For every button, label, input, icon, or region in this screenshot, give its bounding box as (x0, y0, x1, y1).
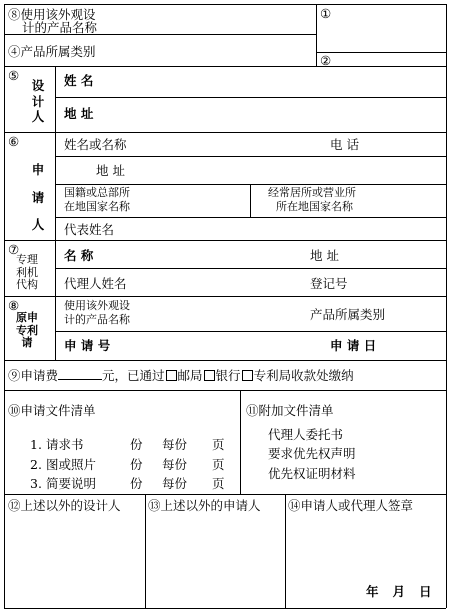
representative-name-label: 代表姓名 (64, 222, 115, 237)
attachment-item-2: 要求优先权声明 (268, 446, 356, 461)
section-number-3 (8, 7, 19, 22)
field-number-1: ① (320, 6, 332, 21)
designer-name-label: 姓 名 (64, 73, 94, 88)
application-date-label: 申 请 日 (330, 338, 377, 353)
nationality-label-line1: 国籍或总部所 (64, 186, 130, 199)
residence-label-line2: 所在地国家名称 (276, 200, 353, 213)
agency-name-label: 名 称 (64, 248, 94, 263)
residence-label-line1: 经常居所或营业所 (268, 186, 356, 199)
agency-side-label: 专理利机代构 (16, 253, 38, 292)
section-number-8: ⑧ (8, 298, 20, 313)
bank-checkbox[interactable] (204, 370, 215, 381)
post-office-checkbox[interactable] (166, 370, 177, 381)
other-designers-label: ⑫上述以外的设计人 (8, 498, 121, 513)
fee-amount-blank[interactable] (58, 369, 102, 380)
original-application-side-label: 原申专利请 (16, 311, 38, 350)
agent-name-label: 代理人姓名 (64, 276, 127, 291)
original-product-label-line1: 使用该外观设 (64, 299, 130, 312)
section-number-6: ⑥ (8, 134, 20, 149)
product-name-label-line1: ⑧使用该外观设 (8, 7, 96, 22)
documents-list-title: ⑩申请文件清单 (8, 403, 96, 418)
patent-office-checkbox[interactable] (242, 370, 253, 381)
signature-label: ⑭申请人或代理人签章 (288, 498, 414, 513)
section-number-5: ⑤ (8, 68, 20, 83)
document-item-1: 1. 请求书 份 每份 页 (30, 437, 225, 452)
designer-address-label: 地 址 (64, 106, 94, 121)
applicant-side-label: 申请人 (31, 162, 45, 232)
applicant-phone-label: 电 话 (330, 137, 359, 152)
nationality-label-line2: 在地国家名称 (64, 200, 130, 213)
document-item-3: 3. 简要说明 份 每份 页 (30, 476, 225, 491)
product-name-label-line2: 计的产品名称 (22, 20, 98, 35)
document-item-2: 2. 图或照片 份 每份 页 (30, 457, 225, 472)
registration-number-label: 登记号 (310, 276, 348, 291)
fee-line: ⑨申请费 元，已通过 邮局 银行 专利局收款处缴纳 (8, 368, 354, 383)
attachments-list-title: ⑪附加文件清单 (246, 403, 334, 418)
field-number-2: ② (320, 53, 332, 68)
other-applicants-label: ⑬上述以外的申请人 (148, 498, 261, 513)
attachment-item-1: 代理人委托书 (268, 427, 344, 442)
applicant-address-label: 地 址 (96, 163, 125, 178)
application-number-label: 申 请 号 (64, 338, 111, 353)
original-category-label: 产品所属类别 (310, 307, 386, 322)
attachment-item-3: 优先权证明材料 (268, 466, 356, 481)
applicant-name-label: 姓名或名称 (64, 137, 127, 152)
original-product-label-line2: 计的产品名称 (64, 313, 130, 326)
fee-label: ⑨申请费 (8, 368, 59, 383)
designer-side-label: 设计人 (31, 78, 45, 125)
product-category-label: ④产品所属类别 (8, 44, 96, 59)
section-number-7: ⑦ (8, 242, 20, 257)
agency-address-label: 地 址 (310, 248, 339, 263)
signature-date: 年 月 日 (366, 584, 432, 599)
